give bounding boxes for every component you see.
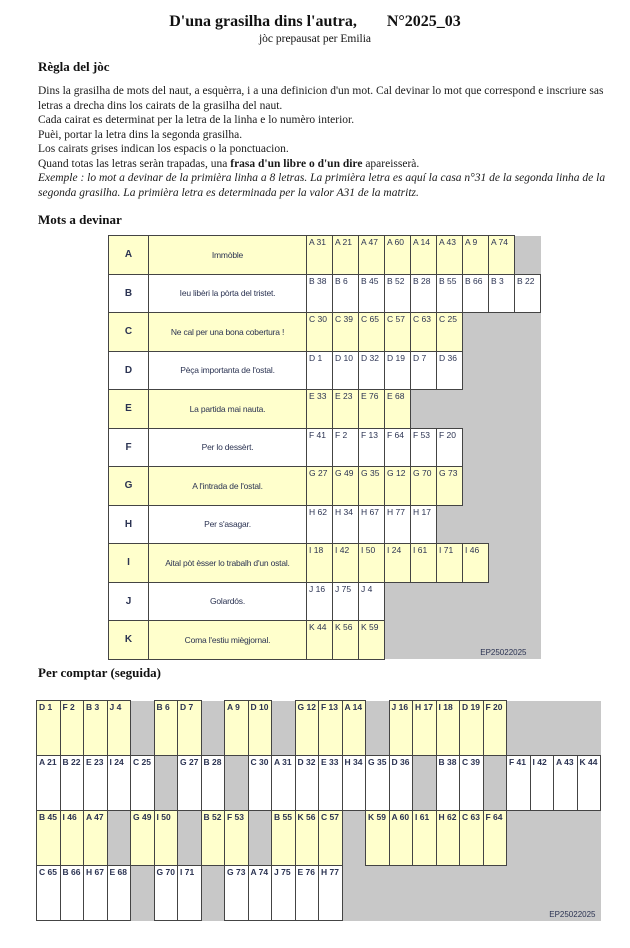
code-cell: I 18 <box>307 544 333 583</box>
count-code-cell: D 7 <box>178 701 202 756</box>
word-row-clue: La partida mai nauta. <box>149 390 307 429</box>
code-cell: G 49 <box>333 467 359 506</box>
count-code-cell: H 17 <box>413 701 437 756</box>
count-code-cell: F 20 <box>483 701 507 756</box>
count-code-cell: H 77 <box>319 866 343 921</box>
count-code-cell: I 61 <box>413 811 437 866</box>
count-code-cell: C 63 <box>460 811 484 866</box>
words-table <box>108 235 541 660</box>
count-code-cell: C 65 <box>37 866 61 921</box>
word-row-letter: C <box>109 313 149 352</box>
count-code-cell: A 47 <box>84 811 108 866</box>
space-cell <box>107 811 131 866</box>
code-cell: C 65 <box>359 313 385 352</box>
rule-line <box>38 128 606 143</box>
count-code-cell: H 62 <box>436 811 460 866</box>
word-row-clue: Immòble <box>149 236 307 275</box>
space-cell <box>272 701 296 756</box>
rule-line <box>38 142 606 157</box>
count-row <box>37 701 601 756</box>
rule-text-segment: Los cairats grises indican los espacis o la ponctuacion. <box>38 143 289 155</box>
code-cell: F 13 <box>359 428 385 467</box>
space-cell <box>131 701 155 756</box>
count-code-cell: F 2 <box>60 701 84 756</box>
count-code-cell: I 46 <box>60 811 84 866</box>
code-cell: A 60 <box>385 236 411 275</box>
count-code-cell: C 39 <box>460 756 484 811</box>
count-code-cell: F 53 <box>225 811 249 866</box>
word-row-clue: Per s'asagar. <box>149 505 307 544</box>
count-code-cell: H 34 <box>342 756 366 811</box>
code-cell: F 64 <box>385 428 411 467</box>
word-row <box>109 313 541 352</box>
words-heading: Mots a devinar <box>38 212 122 227</box>
word-row <box>109 621 541 660</box>
code-cell: H 77 <box>385 505 411 544</box>
count-table-body <box>37 701 601 921</box>
count-code-cell: I 18 <box>436 701 460 756</box>
code-cell: B 38 <box>307 274 333 313</box>
filler-gray-area <box>489 544 541 583</box>
rule-text-segment: Puèi, portar la letra dins la segonda grasilha. <box>38 128 243 141</box>
rules-heading: Règla del jòc <box>38 59 110 74</box>
count-code-cell: C 30 <box>248 756 272 811</box>
count-code-cell: K 44 <box>577 756 601 811</box>
code-cell: D 1 <box>307 351 333 390</box>
count-code-cell: B 28 <box>201 756 225 811</box>
word-row-clue: Ne cal per una bona cobertura ! <box>149 313 307 352</box>
count-code-cell: I 50 <box>154 811 178 866</box>
count-code-cell: I 42 <box>530 756 554 811</box>
word-row-letter: A <box>109 236 149 275</box>
code-cell: K 59 <box>359 621 385 660</box>
code-cell: I 61 <box>411 544 437 583</box>
space-cell <box>201 866 225 921</box>
count-code-cell: G 27 <box>178 756 202 811</box>
count-row <box>37 756 601 811</box>
word-row-clue: Coma l'estiu miègjornal. <box>149 621 307 660</box>
word-row <box>109 582 541 621</box>
count-code-cell: D 10 <box>248 701 272 756</box>
count-code-cell: D 19 <box>460 701 484 756</box>
rule-line <box>38 171 606 200</box>
code-cell: B 28 <box>411 274 437 313</box>
count-code-cell: C 57 <box>319 811 343 866</box>
count-code-cell: F 64 <box>483 811 507 866</box>
count-row <box>37 811 601 866</box>
code-cell: A 47 <box>359 236 385 275</box>
word-row-letter: F <box>109 428 149 467</box>
code-cell: B 55 <box>437 274 463 313</box>
code-cell: H 17 <box>411 505 437 544</box>
code-cell: F 20 <box>437 428 463 467</box>
count-code-cell: B 52 <box>201 811 225 866</box>
filler-gray-area <box>515 236 541 275</box>
count-code-cell: J 4 <box>107 701 131 756</box>
count-code-cell: A 43 <box>554 756 578 811</box>
code-cell: C 25 <box>437 313 463 352</box>
code-cell: B 6 <box>333 274 359 313</box>
count-code-cell: G 73 <box>225 866 249 921</box>
count-table <box>36 700 601 921</box>
code-cell: B 3 <box>489 274 515 313</box>
space-cell <box>201 701 225 756</box>
word-row <box>109 544 541 583</box>
space-cell <box>366 701 390 756</box>
count-code-cell: H 67 <box>84 866 108 921</box>
code-cell: G 35 <box>359 467 385 506</box>
code-cell: G 73 <box>437 467 463 506</box>
code-cell: B 66 <box>463 274 489 313</box>
space-cell <box>413 756 437 811</box>
space-cell <box>154 756 178 811</box>
count-code-cell: E 68 <box>107 866 131 921</box>
filler-gray-area <box>437 505 541 544</box>
word-row <box>109 351 541 390</box>
code-cell: A 74 <box>489 236 515 275</box>
code-cell: K 44 <box>307 621 333 660</box>
count-code-cell: A 14 <box>342 701 366 756</box>
filler-gray-area <box>411 390 541 429</box>
rule-line <box>38 157 606 172</box>
count-code-cell: B 66 <box>60 866 84 921</box>
code-cell: D 7 <box>411 351 437 390</box>
trailing-gray-area <box>507 811 601 866</box>
page-title-number: N°2025_03 <box>386 13 461 30</box>
code-cell: D 32 <box>359 351 385 390</box>
count-code-cell: E 33 <box>319 756 343 811</box>
rule-text-segment: Quand totas las letras seràn trapadas, una <box>38 157 231 170</box>
word-row-letter: D <box>109 351 149 390</box>
word-row-letter: G <box>109 467 149 506</box>
code-cell: F 41 <box>307 428 333 467</box>
word-row <box>109 505 541 544</box>
code-cell: I 50 <box>359 544 385 583</box>
word-row-clue: Pèça importanta de l'ostal. <box>149 351 307 390</box>
count-code-cell: J 75 <box>272 866 296 921</box>
code-cell: C 63 <box>411 313 437 352</box>
word-row-letter: I <box>109 544 149 583</box>
rules-text <box>38 84 606 200</box>
space-cell <box>131 866 155 921</box>
rule-text-segment: Cada cairat es determinat per la letra de la linha e lo numèro interior. <box>38 114 355 126</box>
count-code-cell: I 71 <box>178 866 202 921</box>
count-row <box>37 866 601 921</box>
code-cell: D 19 <box>385 351 411 390</box>
space-cell <box>248 811 272 866</box>
code-cell: F 2 <box>333 428 359 467</box>
count-code-cell: F 13 <box>319 701 343 756</box>
rule-text-segment: Dins la grasilha de mots del naut, a esquèrra, i a una definicion d'un mot. Cal devinar lo mot que correspond e inscriure sas letras a drecha dins los cairats de la grasilha del naut. <box>38 85 604 112</box>
count-code-cell: G 70 <box>154 866 178 921</box>
count-code-cell: G 12 <box>295 701 319 756</box>
word-row-letter: K <box>109 621 149 660</box>
code-cell: B 45 <box>359 274 385 313</box>
space-cell <box>178 811 202 866</box>
code-cell: K 56 <box>333 621 359 660</box>
count-code-cell: D 32 <box>295 756 319 811</box>
word-row-clue: Aital pòt èsser lo trabalh d'un ostal. <box>149 544 307 583</box>
code-cell: B 22 <box>515 274 541 313</box>
count-code-cell: E 76 <box>295 866 319 921</box>
code-cell: H 67 <box>359 505 385 544</box>
code-cell: J 75 <box>333 582 359 621</box>
filler-gray-area <box>385 582 541 621</box>
word-row-clue: Per lo dessèrt. <box>149 428 307 467</box>
code-cell: J 16 <box>307 582 333 621</box>
filler-gray-area <box>463 351 541 390</box>
word-row-letter: J <box>109 582 149 621</box>
count-code-cell: B 45 <box>37 811 61 866</box>
code-cell: F 53 <box>411 428 437 467</box>
code-cell: A 14 <box>411 236 437 275</box>
code-cell: I 24 <box>385 544 411 583</box>
count-code-cell: D 36 <box>389 756 413 811</box>
code-cell: B 52 <box>385 274 411 313</box>
word-row <box>109 467 541 506</box>
word-row-letter: B <box>109 274 149 313</box>
count-code-cell: A 9 <box>225 701 249 756</box>
watermark: EP25022025 <box>385 621 541 660</box>
filler-gray-area <box>463 467 541 506</box>
rule-text-segment: frasa d'un libre o d'un dire <box>230 157 363 170</box>
rule-line <box>38 113 606 128</box>
filler-gray-area <box>463 428 541 467</box>
count-code-cell: D 1 <box>37 701 61 756</box>
word-row <box>109 428 541 467</box>
count-code-cell: E 23 <box>84 756 108 811</box>
rule-text-segment: apareisserà. <box>362 157 420 170</box>
count-code-cell: A 31 <box>272 756 296 811</box>
count-code-cell: B 55 <box>272 811 296 866</box>
count-code-cell: A 21 <box>37 756 61 811</box>
page-subtitle: jòc prepausat per Emilia <box>258 33 372 45</box>
rule-text-segment: Exemple : lo mot a devinar de la primièra linha a 8 letras. La primièra letra es aquí la casa n°31 de la segonda linha de la segonda grasilha. La primièra letra es determinada per la valor A31 de la matritz. <box>38 172 606 199</box>
code-cell: A 31 <box>307 236 333 275</box>
count-code-cell: B 22 <box>60 756 84 811</box>
count-code-cell: K 59 <box>366 811 390 866</box>
trailing-gray-area <box>507 701 601 756</box>
code-cell: C 39 <box>333 313 359 352</box>
code-cell: I 71 <box>437 544 463 583</box>
code-cell: E 23 <box>333 390 359 429</box>
rule-line <box>38 84 606 113</box>
code-cell: A 9 <box>463 236 489 275</box>
space-cell <box>342 811 366 866</box>
word-row-letter: E <box>109 390 149 429</box>
code-cell: G 27 <box>307 467 333 506</box>
word-row-clue: Ieu libèri la pòrta del tristet. <box>149 274 307 313</box>
word-row-clue: Golardós. <box>149 582 307 621</box>
count-code-cell: B 38 <box>436 756 460 811</box>
code-cell: A 43 <box>437 236 463 275</box>
code-cell: E 33 <box>307 390 333 429</box>
count-code-cell: I 24 <box>107 756 131 811</box>
code-cell: H 34 <box>333 505 359 544</box>
code-cell: I 46 <box>463 544 489 583</box>
count-code-cell: K 56 <box>295 811 319 866</box>
count-code-cell: F 41 <box>507 756 531 811</box>
code-cell: D 36 <box>437 351 463 390</box>
code-cell: E 68 <box>385 390 411 429</box>
code-cell: E 76 <box>359 390 385 429</box>
code-cell: D 10 <box>333 351 359 390</box>
words-table-body <box>109 236 541 660</box>
code-cell: C 57 <box>385 313 411 352</box>
count-code-cell: B 6 <box>154 701 178 756</box>
code-cell: G 70 <box>411 467 437 506</box>
code-cell: H 62 <box>307 505 333 544</box>
space-cell <box>483 756 507 811</box>
code-cell: G 12 <box>385 467 411 506</box>
code-cell: J 4 <box>359 582 385 621</box>
word-row-clue: A l'intrada de l'ostal. <box>149 467 307 506</box>
count-heading: Per comptar (seguida) <box>38 665 161 680</box>
count-code-cell: A 74 <box>248 866 272 921</box>
word-row <box>109 236 541 275</box>
count-code-cell: B 3 <box>84 701 108 756</box>
word-row <box>109 390 541 429</box>
code-cell: A 21 <box>333 236 359 275</box>
space-cell <box>225 756 249 811</box>
code-cell: C 30 <box>307 313 333 352</box>
count-code-cell: G 49 <box>131 811 155 866</box>
count-code-cell: C 25 <box>131 756 155 811</box>
count-code-cell: A 60 <box>389 811 413 866</box>
page-title <box>0 13 630 31</box>
page-title-main: D'una grasilha dins l'autra, <box>169 13 357 30</box>
count-code-cell: J 16 <box>389 701 413 756</box>
watermark: EP25022025 <box>342 866 601 921</box>
filler-gray-area <box>463 313 541 352</box>
word-row-letter: H <box>109 505 149 544</box>
code-cell: I 42 <box>333 544 359 583</box>
count-code-cell: G 35 <box>366 756 390 811</box>
word-row <box>109 274 541 313</box>
